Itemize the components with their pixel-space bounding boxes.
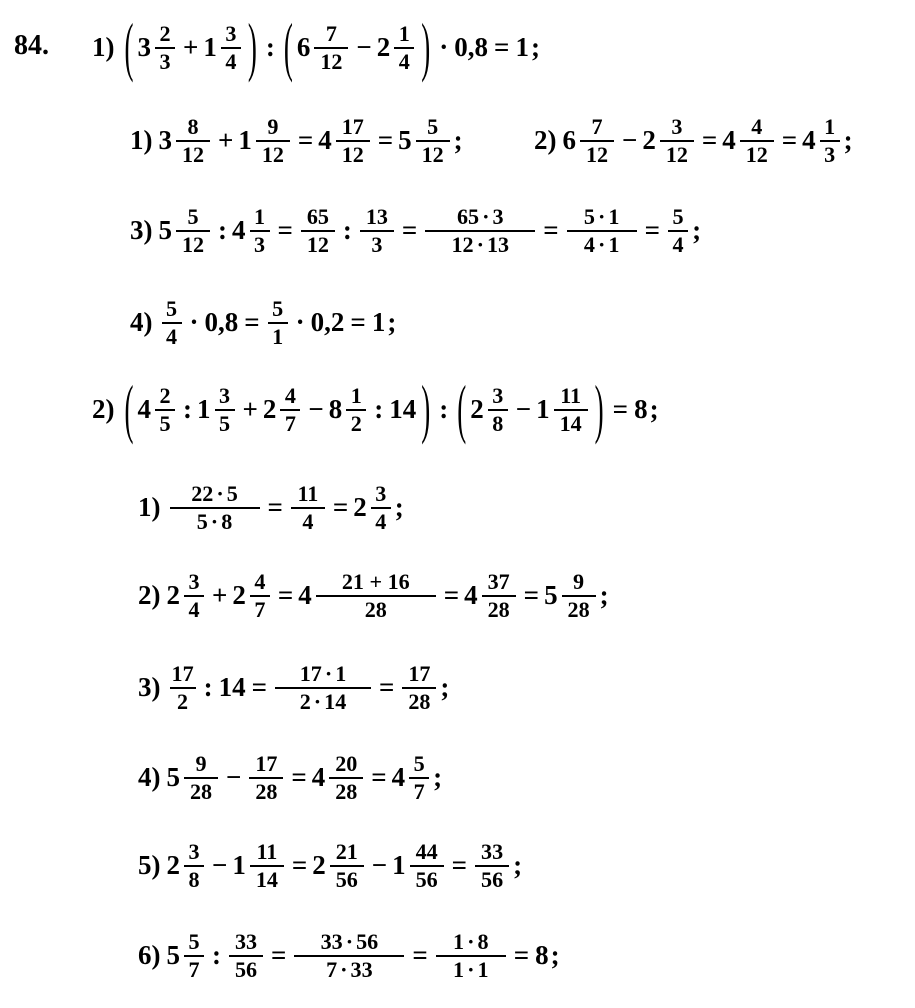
mixed-number: 4 $\frac{21 + 16}{28}$ xyxy=(298,570,439,622)
fraction: $\frac{21}{56}$ xyxy=(330,840,364,892)
equals-symbol: = xyxy=(291,850,308,881)
step-expression xyxy=(167,482,405,534)
decimal-0-8: 0,8 xyxy=(204,307,239,338)
mixed-number: 4 $\frac{2}{5}$ xyxy=(138,384,179,436)
semicolon: ; xyxy=(440,672,450,703)
semicolon: ; xyxy=(692,215,702,246)
step-id: 6) xyxy=(138,940,161,971)
fraction: $\frac{3}{4}$ xyxy=(371,482,391,534)
fraction: $\frac{17}{28}$ xyxy=(249,752,283,804)
fraction: $\frac{5}{1}$ xyxy=(268,297,288,349)
fraction: $\frac{7}{12}$ xyxy=(580,115,614,167)
denominator-product: 1 · 1 xyxy=(453,956,489,982)
exercise-number xyxy=(14,30,49,62)
numerator-sum: 21 + 16 xyxy=(341,569,410,594)
mixed-number: 5 $\frac{5}{12}$ xyxy=(159,205,214,257)
minus-symbol: − xyxy=(622,125,638,156)
equals-symbol: = xyxy=(332,492,349,523)
lparen-icon: ( xyxy=(124,371,134,446)
colon-symbol: : xyxy=(439,394,449,425)
fraction: $\frac{2}{3}$ xyxy=(155,22,175,74)
number-14: 14 xyxy=(218,672,246,703)
mixed-number: 1 $\frac{9}{12}$ xyxy=(238,115,293,167)
multiply-symbol: · xyxy=(467,929,475,954)
mixed-number: 2 $\frac{21}{56}$ xyxy=(312,840,367,892)
mixed-number: 1 $\frac{3}{5}$ xyxy=(197,384,238,436)
equals-symbol: = xyxy=(701,125,718,156)
fraction: $\frac{65}{12}$ xyxy=(301,205,335,257)
multiply-symbol: · xyxy=(597,204,606,229)
numerator-product: 1 · 8 xyxy=(453,929,489,954)
problem-2-statement xyxy=(92,371,660,446)
problem-1-id: 1) xyxy=(92,32,115,63)
equals-symbol: = xyxy=(350,307,366,338)
equals-symbol: = xyxy=(451,850,468,881)
multiply-symbol: · xyxy=(216,481,224,506)
mixed-number: 4 $\frac{1}{3}$ xyxy=(802,115,843,167)
fraction: $\frac{1}{4}$ xyxy=(394,22,414,74)
fraction: $\frac{5}{4}$ xyxy=(162,297,182,349)
multiply-symbol: · xyxy=(476,231,484,257)
denominator-product: 12 · 13 xyxy=(451,231,510,257)
mixed-number: 8 $\frac{1}{2}$ xyxy=(329,384,370,436)
multiply-symbol: · xyxy=(210,508,219,534)
multiply-symbol: · xyxy=(189,307,199,338)
problem-1-step-3 xyxy=(130,205,702,257)
semicolon: ; xyxy=(453,125,463,156)
step-id: 3) xyxy=(130,215,153,246)
step-expression xyxy=(159,205,703,257)
mixed-number: 2 $\frac{3}{12}$ xyxy=(642,115,697,167)
fraction: $\frac{1}{3}$ xyxy=(820,115,840,167)
equals-symbol: = xyxy=(379,672,395,703)
step-id: 3) xyxy=(138,672,161,703)
equals-symbol: = xyxy=(513,940,530,971)
fraction: $\frac{5}{12}$ xyxy=(416,115,450,167)
colon-symbol: : xyxy=(212,940,221,971)
equals-symbol: = xyxy=(291,762,307,793)
fraction: $\frac{20}{28}$ xyxy=(329,752,363,804)
mixed-number: 1 $\frac{11}{14}$ xyxy=(232,840,287,892)
fraction-product xyxy=(425,205,535,257)
step-expression xyxy=(159,115,464,167)
step-expression xyxy=(167,752,444,804)
mixed-number: 4 $\frac{37}{28}$ xyxy=(464,570,519,622)
mixed-number: 4 $\frac{20}{28}$ xyxy=(312,752,367,804)
mixed-number: 1 $\frac{44}{56}$ xyxy=(392,840,447,892)
equals-symbol: = xyxy=(244,307,260,338)
mixed-number: 2 $\frac{4}{7}$ xyxy=(232,570,273,622)
mixed-number: 2 $\frac{3}{8}$ xyxy=(470,384,511,436)
result-8: 8 xyxy=(535,940,549,971)
fraction: $\frac{5}{12}$ xyxy=(176,205,210,257)
semicolon: ; xyxy=(433,762,443,793)
denominator-product: 5 · 8 xyxy=(196,508,233,534)
colon-symbol: : xyxy=(265,32,275,63)
equals-symbol: = xyxy=(267,492,283,523)
minus-symbol: − xyxy=(308,394,324,425)
plus-symbol: + xyxy=(183,32,199,63)
semicolon: ; xyxy=(599,580,609,611)
step-expression xyxy=(167,570,610,622)
equals-symbol: = xyxy=(251,672,268,703)
fraction: $\frac{4}{7}$ xyxy=(280,384,300,436)
fraction: $\frac{17}{12}$ xyxy=(336,115,370,167)
equals-symbol: = xyxy=(277,215,293,246)
multiply-symbol: · xyxy=(439,32,449,63)
fraction: $\frac{5}{7}$ xyxy=(184,930,204,982)
minus-symbol: − xyxy=(371,850,388,881)
fraction-product xyxy=(170,482,260,534)
lparen-icon: ( xyxy=(457,371,467,446)
fraction: $\frac{8}{12}$ xyxy=(176,115,210,167)
problem-2-step-4 xyxy=(138,752,443,804)
mixed-number: 5 $\frac{9}{28}$ xyxy=(544,570,599,622)
fraction: $\frac{11}{14}$ xyxy=(554,384,588,436)
equals-symbol: = xyxy=(297,125,314,156)
colon-symbol: : xyxy=(374,394,384,425)
step-id: 4) xyxy=(130,307,153,338)
mixed-number: 2 $\frac{3}{4}$ xyxy=(353,482,394,534)
fraction: $\frac{1}{2}$ xyxy=(346,384,366,436)
fraction: $\frac{4}{12}$ xyxy=(740,115,774,167)
problem-2-id: 2) xyxy=(92,394,115,425)
mixed-number: 1 $\frac{11}{14}$ xyxy=(536,384,591,436)
fraction-product xyxy=(567,205,637,257)
problem-2-step-6 xyxy=(138,930,561,982)
multiply-symbol: · xyxy=(482,204,490,229)
semicolon: ; xyxy=(649,394,659,425)
rparen-icon: ) xyxy=(421,371,431,446)
semicolon: ; xyxy=(387,307,397,338)
equals-symbol: = xyxy=(494,32,510,63)
step-expression xyxy=(167,662,451,714)
mixed-number: 5 $\frac{9}{28}$ xyxy=(167,752,222,804)
mixed-number: 2 $\frac{1}{4}$ xyxy=(377,22,418,74)
rparen-icon: ) xyxy=(247,9,257,84)
problem-1-step-2 xyxy=(534,115,854,167)
fraction: $\frac{17}{28}$ xyxy=(402,662,436,714)
step-id: 1) xyxy=(130,125,153,156)
semicolon: ; xyxy=(513,850,523,881)
result-1: 1 xyxy=(515,32,529,63)
mixed-number: 6 $\frac{7}{12}$ xyxy=(563,115,618,167)
equals-symbol: = xyxy=(401,215,418,246)
plus-symbol: + xyxy=(242,394,258,425)
fraction: $\frac{3}{12}$ xyxy=(660,115,694,167)
fraction-sum: $\frac{21 + 16}{28}$ xyxy=(316,570,436,622)
problem-2-step-2 xyxy=(138,570,610,622)
mixed-number: 3 $\frac{8}{12}$ xyxy=(159,115,214,167)
step-id: 2) xyxy=(138,580,161,611)
semicolon: ; xyxy=(550,940,560,971)
lparen-icon: ( xyxy=(283,9,293,84)
plus-symbol: + xyxy=(212,580,228,611)
mixed-number: 4 $\frac{5}{7}$ xyxy=(392,752,433,804)
step-id: 4) xyxy=(138,762,161,793)
fraction: $\frac{3}{4}$ xyxy=(221,22,241,74)
fraction: $\frac{9}{12}$ xyxy=(256,115,290,167)
fraction: $\frac{5}{4}$ xyxy=(668,205,688,257)
fraction: $\frac{11}{4}$ xyxy=(291,482,325,534)
mixed-number: 5 $\frac{5}{12}$ xyxy=(398,115,453,167)
equals-symbol: = xyxy=(412,940,428,971)
fraction: $\frac{17}{2}$ xyxy=(171,661,194,714)
result-1: 1 xyxy=(371,307,386,338)
fraction: $\frac{4}{7}$ xyxy=(250,570,270,622)
denominator-product: 7 · 33 xyxy=(326,956,373,982)
fraction-product xyxy=(436,930,506,982)
lparen-icon: ( xyxy=(124,9,134,84)
problem-1-step-1 xyxy=(130,115,464,167)
minus-symbol: − xyxy=(226,762,242,793)
semicolon: ; xyxy=(530,32,540,63)
fraction: $\frac{7}{12}$ xyxy=(314,22,348,74)
fraction-product xyxy=(275,662,371,714)
decimal-0-2: 0,2 xyxy=(310,307,345,338)
multiply-symbol: · xyxy=(345,929,354,954)
equals-symbol: = xyxy=(271,940,287,971)
decimal-0-8: 0,8 xyxy=(454,32,489,63)
colon-symbol: : xyxy=(183,394,192,425)
multiply-symbol: · xyxy=(597,231,606,257)
fraction-product xyxy=(294,930,404,982)
problem-2-step-1 xyxy=(138,482,405,534)
equals-symbol: = xyxy=(523,580,540,611)
problem-1-expression xyxy=(121,9,541,84)
fraction: $\frac{13}{3}$ xyxy=(360,205,394,257)
mixed-number: 5 $\frac{5}{7}$ xyxy=(167,930,208,982)
plus-symbol: + xyxy=(218,125,234,156)
fraction: $\frac{3}{8}$ xyxy=(184,840,204,892)
problem-1-statement xyxy=(92,9,541,84)
colon-symbol: : xyxy=(203,672,213,703)
numerator-product: 65 · 3 xyxy=(456,204,504,229)
mixed-number: 4 $\frac{1}{3}$ xyxy=(232,205,273,257)
step-id: 2) xyxy=(534,125,557,156)
result-8: 8 xyxy=(634,394,648,425)
fraction: $\frac{9}{28}$ xyxy=(184,752,218,804)
fraction: $\frac{5}{7}$ xyxy=(409,752,429,804)
multiply-symbol: · xyxy=(340,956,348,982)
step-id: 5) xyxy=(138,850,161,881)
fraction: $\frac{3}{8}$ xyxy=(488,384,508,436)
numerator-product: 33 · 56 xyxy=(320,929,379,954)
equals-symbol: = xyxy=(543,215,559,246)
mixed-number: 4 $\frac{17}{12}$ xyxy=(318,115,373,167)
fraction: $\frac{33}{56}$ xyxy=(475,840,509,892)
step-expression xyxy=(563,115,854,167)
minus-symbol: − xyxy=(515,394,532,425)
equals-symbol: = xyxy=(277,580,294,611)
fraction: $\frac{3}{5}$ xyxy=(215,384,235,436)
fraction: $\frac{44}{56}$ xyxy=(410,840,444,892)
multiply-symbol: · xyxy=(295,307,305,338)
minus-symbol: − xyxy=(212,850,228,881)
problem-2-step-3 xyxy=(138,662,450,714)
fraction: $\frac{1}{3}$ xyxy=(250,205,270,257)
step-expression xyxy=(159,297,398,349)
step-expression xyxy=(167,840,524,892)
mixed-number: 4 $\frac{4}{12}$ xyxy=(722,115,777,167)
colon-symbol: : xyxy=(342,215,352,246)
numerator-product: 22 · 5 xyxy=(191,481,238,506)
fraction: $\frac{3}{4}$ xyxy=(184,570,204,622)
fraction: $\frac{33}{56}$ xyxy=(229,930,263,982)
minus-symbol: − xyxy=(356,32,372,63)
semicolon: ; xyxy=(394,492,404,523)
multiply-symbol: · xyxy=(313,688,322,714)
mixed-number: 6 $\frac{7}{12}$ xyxy=(297,22,352,74)
fraction-bar xyxy=(294,955,404,957)
exercise-number-label: 84. xyxy=(14,30,49,61)
mixed-number: 2 $\frac{4}{7}$ xyxy=(263,384,304,436)
denominator-product: 4 · 1 xyxy=(583,231,620,257)
equals-symbol: = xyxy=(612,394,629,425)
fraction: $\frac{37}{28}$ xyxy=(482,570,516,622)
colon-symbol: : xyxy=(218,215,227,246)
number-14: 14 xyxy=(389,394,417,425)
step-expression xyxy=(167,930,561,982)
problem-2-step-5 xyxy=(138,840,523,892)
mixed-number: 2 $\frac{3}{8}$ xyxy=(167,840,208,892)
semicolon: ; xyxy=(843,125,853,156)
problem-1-step-4 xyxy=(130,297,397,349)
equals-symbol: = xyxy=(443,580,460,611)
multiply-symbol: · xyxy=(324,661,333,686)
equals-symbol: = xyxy=(371,762,387,793)
equals-symbol: = xyxy=(781,125,798,156)
mixed-number: 2 $\frac{3}{4}$ xyxy=(167,570,208,622)
mixed-number: 1 $\frac{3}{4}$ xyxy=(203,22,244,74)
fraction: $\frac{11}{14}$ xyxy=(250,840,284,892)
equals-symbol: = xyxy=(644,215,661,246)
denominator-product: 2 · 14 xyxy=(299,688,347,714)
rparen-icon: ) xyxy=(594,371,604,446)
numerator-product: 5 · 1 xyxy=(583,204,620,229)
fraction: $\frac{9}{28}$ xyxy=(562,570,596,622)
multiply-symbol: · xyxy=(467,956,475,982)
mixed-number: 3 $\frac{2}{3}$ xyxy=(138,22,179,74)
rparen-icon: ) xyxy=(421,9,431,84)
problem-2-expression xyxy=(121,371,660,446)
fraction: $\frac{2}{5}$ xyxy=(155,384,175,436)
numerator-product: 17 · 1 xyxy=(299,661,347,686)
equals-symbol: = xyxy=(377,125,394,156)
step-id: 1) xyxy=(138,492,161,523)
